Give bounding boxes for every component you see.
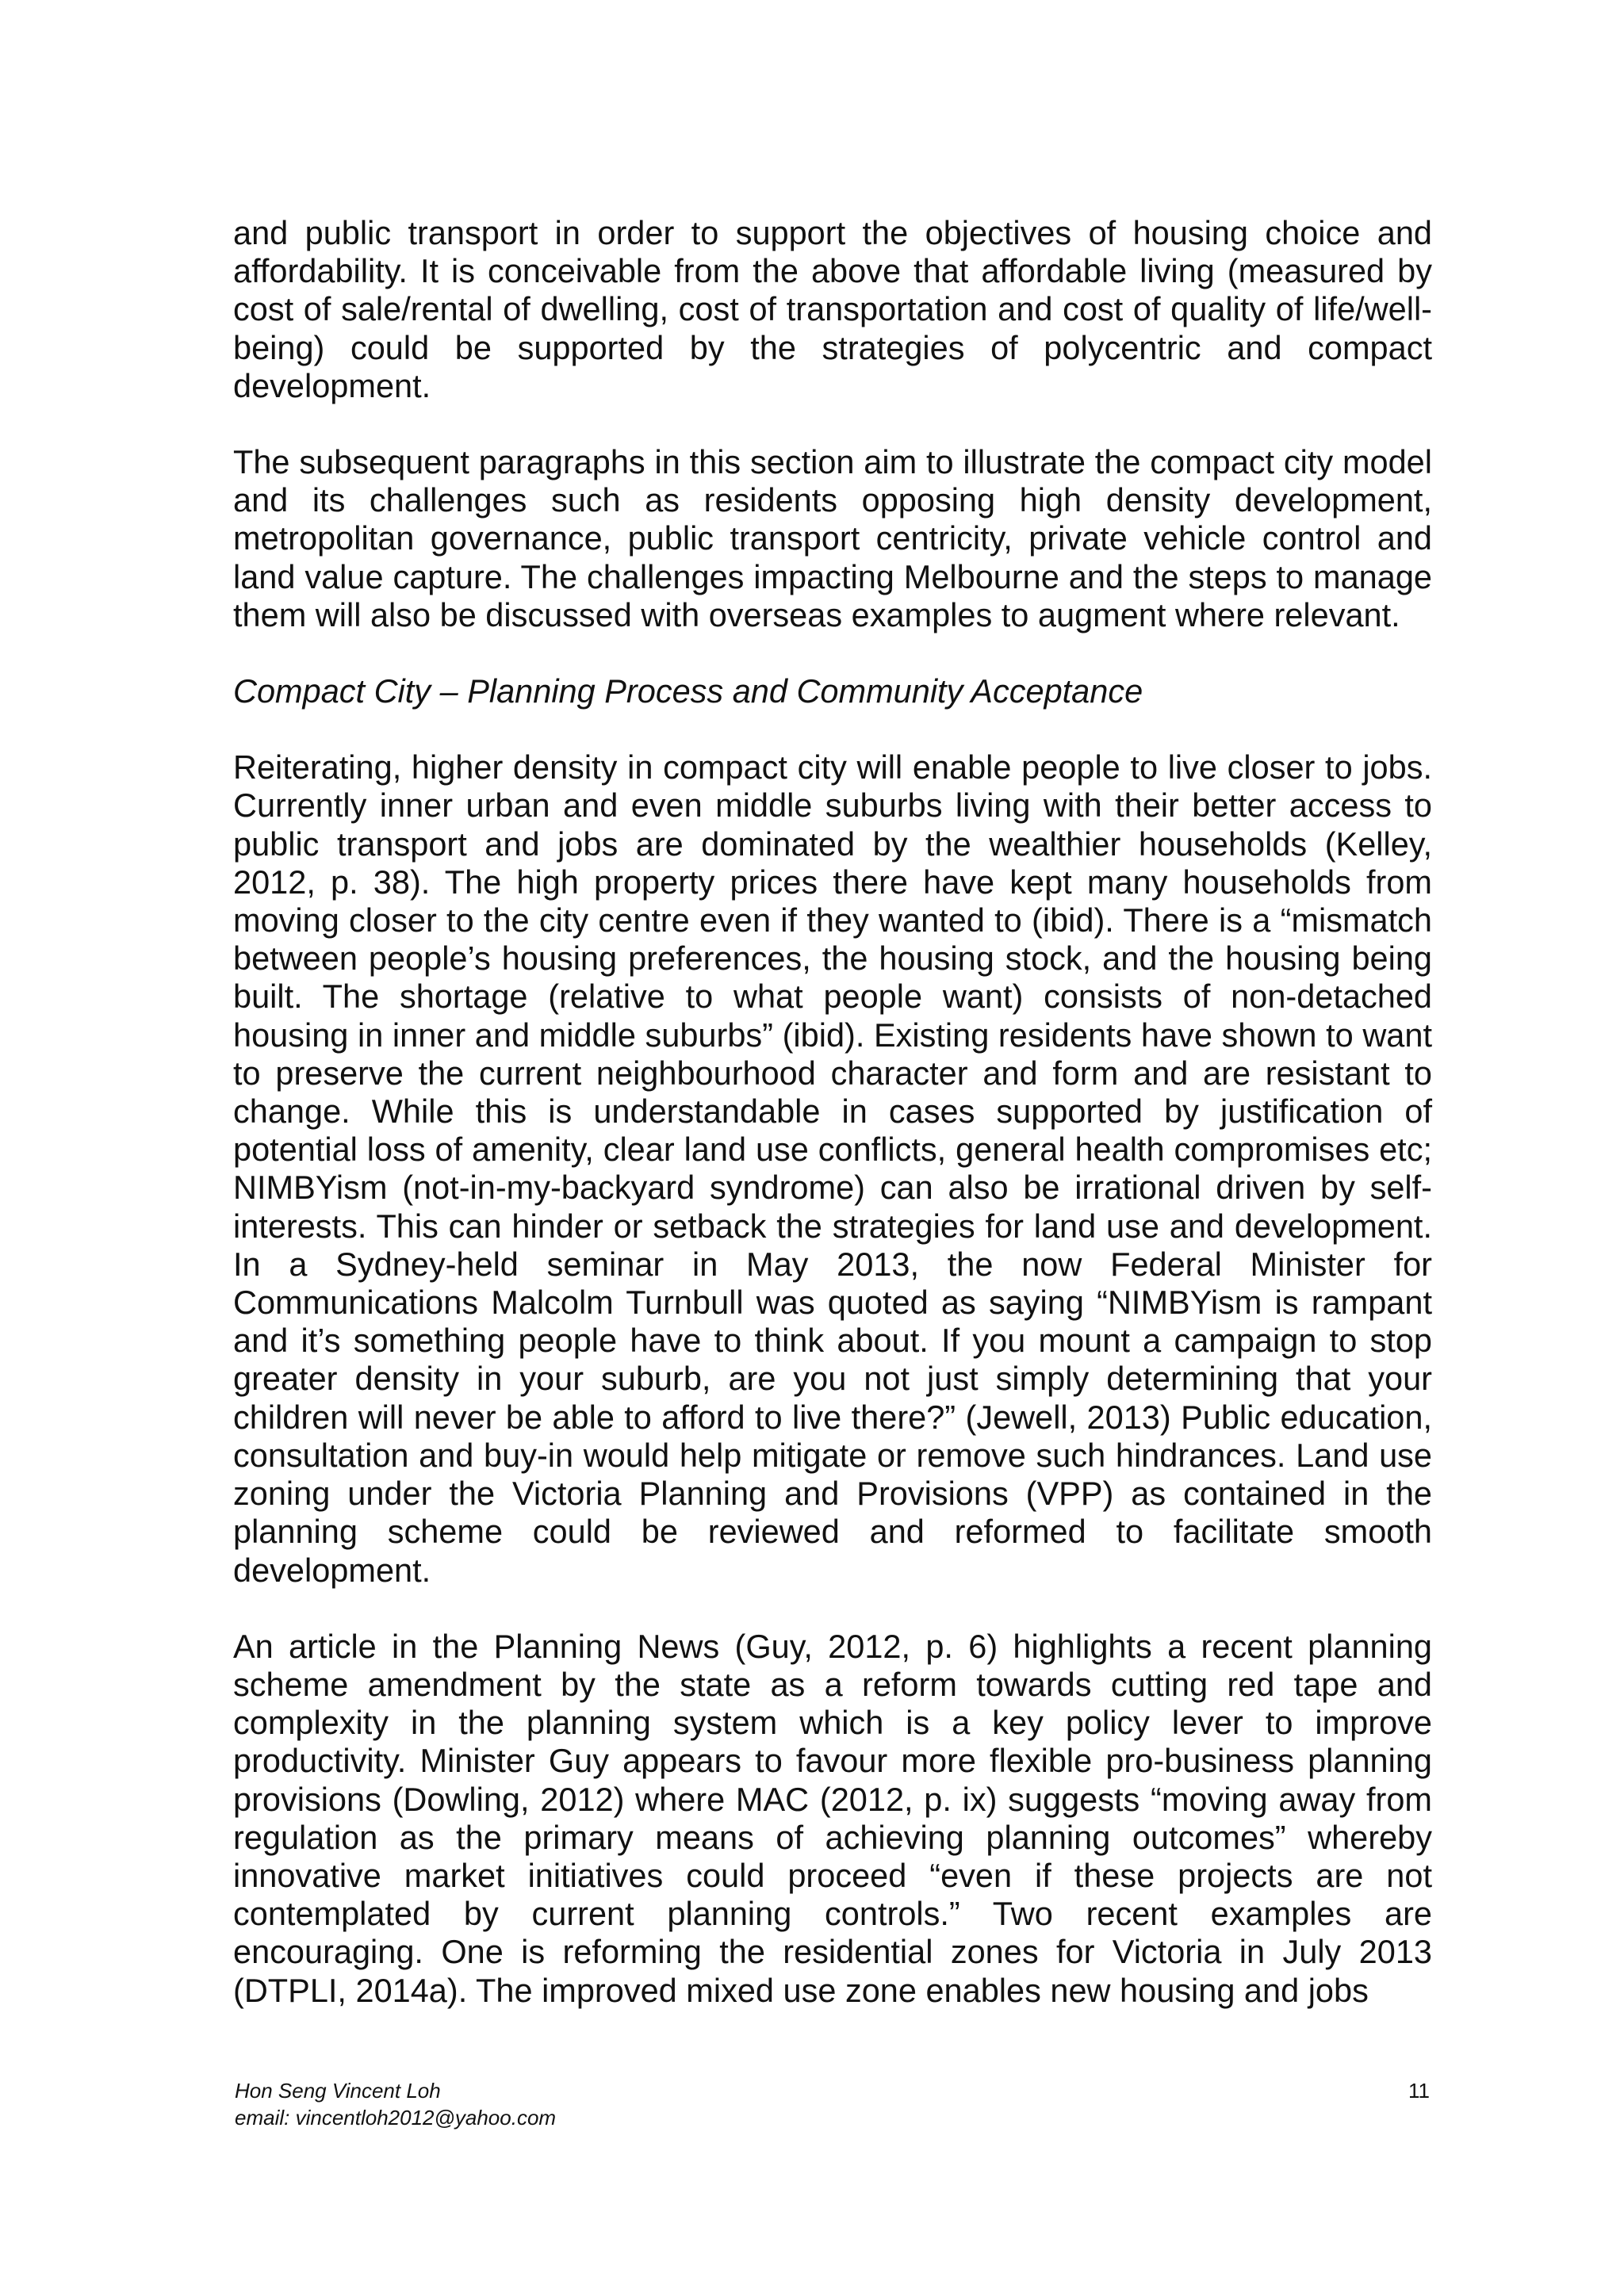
page-number: 11 (1408, 2079, 1430, 2103)
paragraph-planning-news: An article in the Planning News (Guy, 2012, p. 6) highlights a recent planning scheme amendment by the state as a reform towards cutting red tape and complexity in the planning system which is a key policy lever to improve productivity. Minister Guy appears to favour more flexible pro-business planning provisions (Dowling, 2012) where MAC (2012, p. ix) suggests “moving away from regulation as the primary means of achieving planning outcomes” whereby innovative market initiatives could proceed “even if these projects are not contemplated by current planning controls.” Two recent examples are encouraging. One is reforming the residential zones for Victoria in July 2013 (DTPLI, 2014a). The improved mixed use zone enables new housing and jobs (233, 1627, 1432, 2009)
paragraph-section-intro: The subsequent paragraphs in this section aim to illustrate the compact city model and its challenges such as residents opposing high density development, metropolitan governance, public transport centricity, private vehicle control and land value capture. The challenges impacting Melbourne and the steps to manage them will also be discussed with overseas examples to augment where relevant. (233, 443, 1432, 633)
footer-author: Hon Seng Vincent Loh (235, 2079, 441, 2103)
paragraph-compact-city: Reiterating, higher density in compact city will enable people to live closer to jobs. Currently inner urban and even middle suburbs living with their better access to public transport and jobs are dominated by the wealthier households (Kelley, 2012, p. 38). The high property prices there have kept many households from moving closer to the city centre even if they wanted to (ibid). There is a “mismatch between people’s housing preferences, the housing stock, and the housing being built. The shortage (relative to what people want) consists of non-detached housing in inner and middle suburbs” (ibid). Existing residents have shown to want to preserve the current neighbourhood character and form and are resistant to change. While this is understandable in cases supported by justification of potential loss of amenity, clear land use conflicts, general health compromises etc; NIMBYism (not-in-my-backyard syndrome) can also be irrational driven by self-interests. This can hinder or setback the strategies for land use and development. In a Sydney-held seminar in May 2013, the now Federal Minister for Communications Malcolm Turnbull was quoted as saying “NIMBYism is rampant and it’s something people have to think about. If you mount a campaign to stop greater density in your suburb, are you not just simply determining that your children will never be able to afford to live there?” (Jewell, 2013) Public education, consultation and buy-in would help mitigate or remove such hindrances. Land use zoning under the Victoria Planning and Provisions (VPP) as contained in the planning scheme could be reviewed and reformed to facilitate smooth development. (233, 748, 1432, 1589)
page-body (233, 214, 1432, 2010)
paragraph-continued: and public transport in order to support the objectives of housing choice and affordability. It is conceivable from the above that affordable living (measured by cost of sale/rental of dwelling, cost of transportation and cost of quality of life/well-being) could be supported by the strategies of polycentric and compact development. (233, 214, 1432, 404)
section-heading: Compact City – Planning Process and Community Acceptance (233, 672, 1143, 710)
footer-author-block (235, 2077, 556, 2131)
footer-email: email: vincentloh2012@yahoo.com (235, 2106, 557, 2130)
